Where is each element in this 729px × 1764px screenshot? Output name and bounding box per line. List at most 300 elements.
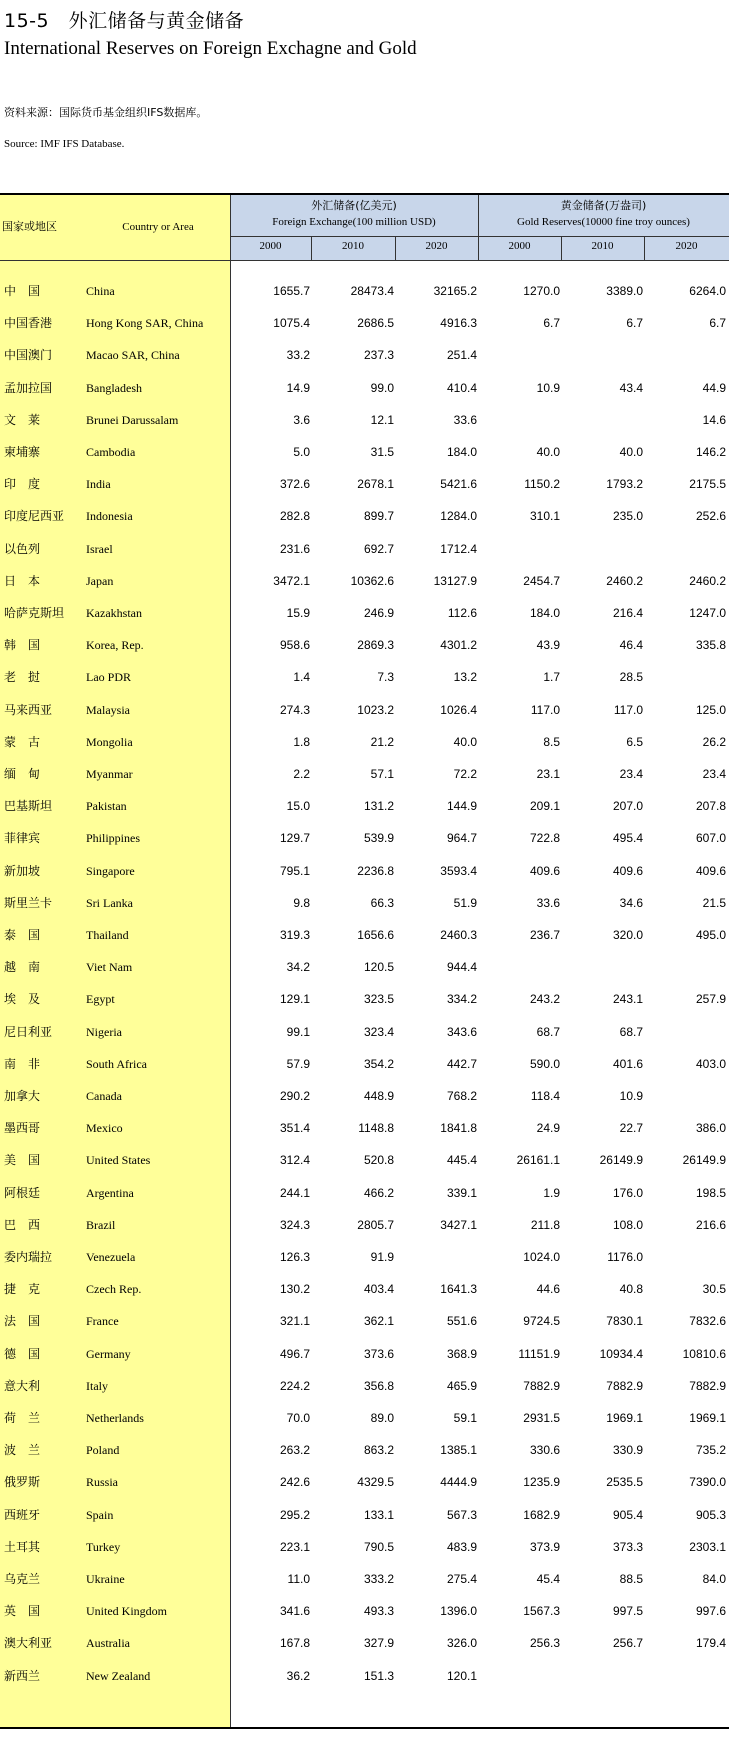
year-header: 2000 <box>259 240 282 252</box>
country-name-cn: 老 挝 <box>4 670 41 685</box>
value-fx-2010: 99.0 <box>370 380 394 395</box>
value-fx-2000: 263.2 <box>279 1443 310 1458</box>
country-name-cn: 巴基斯坦 <box>4 799 53 814</box>
value-gold-2000: 10.9 <box>536 380 560 395</box>
country-name-en: Czech Rep. <box>86 1282 142 1297</box>
value-gold-2010: 409.6 <box>612 863 643 878</box>
value-gold-2020: 216.6 <box>695 1217 726 1232</box>
value-gold-2010: 6.7 <box>626 316 643 331</box>
country-name-cn: 新加坡 <box>4 863 41 878</box>
value-gold-2020: 179.4 <box>695 1636 726 1651</box>
value-gold-2000: 11151.9 <box>518 1346 560 1361</box>
value-gold-2000: 330.6 <box>529 1443 560 1458</box>
value-gold-2000: 1.9 <box>543 1185 560 1200</box>
value-fx-2020: 1396.0 <box>440 1604 477 1619</box>
value-gold-2010: 6.5 <box>626 734 643 749</box>
value-gold-2020: 26.2 <box>702 734 726 749</box>
country-name-en: Venezuela <box>86 1250 136 1264</box>
value-gold-2010: 243.1 <box>612 992 643 1007</box>
value-fx-2020: 1026.4 <box>440 702 477 717</box>
country-name-cn: 澳大利亚 <box>4 1636 53 1651</box>
country-name-en: New Zealand <box>86 1668 151 1683</box>
table-row <box>0 1531 729 1563</box>
value-gold-2000: 44.6 <box>536 1282 560 1297</box>
value-gold-2010: 176.0 <box>612 1185 643 1200</box>
value-gold-2000: 43.9 <box>536 638 560 653</box>
country-name-en: Indonesia <box>86 509 133 524</box>
header-country-cn: 国家或地区 <box>2 220 57 233</box>
table-row <box>0 758 729 790</box>
header-country-en: Country or Area <box>122 221 194 233</box>
value-fx-2000: 9.8 <box>293 895 310 910</box>
value-fx-2000: 324.3 <box>279 1217 310 1232</box>
country-name-en: India <box>86 477 111 492</box>
value-fx-2020: 72.2 <box>453 767 477 781</box>
value-fx-2010: 246.9 <box>363 606 394 620</box>
value-fx-2020: 3593.4 <box>440 863 477 878</box>
value-gold-2000 <box>479 1660 560 1692</box>
table-row <box>0 1080 729 1112</box>
value-fx-2000: 231.6 <box>279 541 310 556</box>
value-gold-2020: 335.8 <box>695 638 726 653</box>
country-name-cn: 法 国 <box>4 1314 41 1329</box>
table-row <box>0 1595 729 1627</box>
value-fx-2010: 57.1 <box>370 767 394 781</box>
value-fx-2020: 275.4 <box>446 1572 477 1586</box>
country-name-en: Hong Kong SAR, China <box>86 316 204 331</box>
country-name-cn: 中 国 <box>4 284 41 298</box>
value-fx-2020: 465.9 <box>446 1378 477 1393</box>
value-fx-2000: 795.1 <box>279 863 310 878</box>
value-fx-2010: 31.5 <box>370 445 394 459</box>
country-name-cn: 韩 国 <box>4 638 41 653</box>
table-row <box>0 951 729 983</box>
table-row <box>0 1177 729 1209</box>
year-header: 2010 <box>342 240 364 252</box>
year-header: 2020 <box>425 240 448 252</box>
value-gold-2010: 1969.1 <box>606 1411 643 1425</box>
year-header: 2010 <box>591 240 614 252</box>
country-name-en: Poland <box>86 1443 120 1458</box>
page-title-en: International Reserves on Foreign Exchagne and Gold <box>4 38 417 59</box>
value-fx-2020: 112.6 <box>447 606 477 620</box>
value-fx-2020: 1284.0 <box>440 509 477 524</box>
table-row <box>0 919 729 951</box>
value-fx-2020: 1385.1 <box>440 1443 477 1458</box>
value-fx-2010: 1656.6 <box>357 928 394 942</box>
value-gold-2010: 235.0 <box>612 509 643 524</box>
value-gold-2000 <box>479 533 560 565</box>
country-name-en: Sri Lanka <box>86 895 133 910</box>
country-name-en: Malaysia <box>86 702 130 717</box>
table-row <box>0 1434 729 1466</box>
value-fx-2010: 520.8 <box>363 1153 394 1168</box>
value-gold-2020: 495.0 <box>695 928 726 942</box>
value-fx-2010: 373.6 <box>363 1346 394 1361</box>
value-fx-2000: 70.0 <box>286 1411 310 1425</box>
value-gold-2000: 590.0 <box>529 1056 560 1071</box>
value-gold-2010: 7882.9 <box>606 1378 643 1393</box>
value-gold-2000: 236.7 <box>529 928 560 942</box>
value-gold-2010: 373.3 <box>612 1539 643 1554</box>
country-name-cn: 荷 兰 <box>4 1411 41 1425</box>
value-gold-2020: 198.5 <box>695 1185 726 1200</box>
country-name-cn: 菲律宾 <box>4 831 41 846</box>
value-gold-2020: 905.3 <box>695 1507 726 1522</box>
value-fx-2010: 4329.5 <box>357 1475 394 1490</box>
value-fx-2020: 59.1 <box>453 1411 477 1425</box>
country-name-en: Germany <box>86 1346 131 1361</box>
value-fx-2010: 356.8 <box>363 1378 394 1393</box>
value-fx-2000: 341.6 <box>279 1604 310 1619</box>
table-row <box>0 1499 729 1531</box>
value-fx-2010: 327.9 <box>363 1636 394 1651</box>
value-fx-2000: 224.2 <box>279 1378 310 1393</box>
value-gold-2010: 10934.4 <box>599 1346 643 1361</box>
value-gold-2020: 30.5 <box>702 1282 726 1297</box>
country-name-cn: 埃 及 <box>4 992 41 1007</box>
value-fx-2000: 351.4 <box>279 1121 310 1136</box>
country-name-en: Argentina <box>86 1185 134 1200</box>
value-gold-2010 <box>562 404 643 436</box>
country-name-cn: 巴 西 <box>4 1217 41 1232</box>
value-fx-2000: 3472.1 <box>273 573 310 588</box>
value-fx-2020: 4444.9 <box>440 1475 477 1490</box>
value-gold-2010: 26149.9 <box>599 1153 643 1168</box>
value-gold-2010: 207.0 <box>612 799 643 814</box>
country-name-en: United Kingdom <box>86 1604 167 1619</box>
value-gold-2010: 34.6 <box>619 895 643 910</box>
country-name-en: United States <box>86 1153 151 1168</box>
table-row <box>0 855 729 887</box>
country-name-cn: 阿根廷 <box>4 1185 41 1200</box>
value-fx-2010: 7.3 <box>377 670 394 685</box>
country-name-en: Bangladesh <box>86 380 142 395</box>
country-name-cn: 哈萨克斯坦 <box>4 606 65 620</box>
page-title-cn: 15-5 外汇储备与黄金储备 <box>4 10 245 32</box>
value-fx-2010: 2678.1 <box>357 477 394 492</box>
value-gold-2020: 6.7 <box>709 316 726 331</box>
value-fx-2010: 403.4 <box>363 1282 394 1297</box>
value-gold-2010: 1176.0 <box>607 1250 643 1264</box>
value-gold-2000: 26161.1 <box>516 1153 560 1168</box>
country-name-cn: 中国澳门 <box>4 348 53 363</box>
value-fx-2000: 1.4 <box>293 670 310 685</box>
table-row <box>0 1563 729 1595</box>
value-gold-2010 <box>562 339 643 371</box>
value-fx-2020: 964.7 <box>446 831 477 846</box>
table-row <box>0 1273 729 1305</box>
header-gold-cn: 黄金储备(万盎司) <box>560 199 647 212</box>
value-fx-2000: 15.9 <box>286 606 310 620</box>
value-gold-2010: 401.6 <box>612 1056 643 1071</box>
country-name-cn: 波 兰 <box>4 1443 41 1458</box>
value-gold-2000: 1235.9 <box>523 1475 560 1490</box>
value-fx-2020: 410.4 <box>446 380 477 395</box>
value-fx-2010: 120.5 <box>363 960 394 975</box>
header-fx-cn: 外汇储备(亿美元) <box>311 199 397 212</box>
value-fx-2000: 1075.4 <box>273 316 310 331</box>
value-fx-2000: 958.6 <box>279 638 310 653</box>
value-gold-2020 <box>645 951 726 983</box>
country-name-en: Mongolia <box>86 734 133 749</box>
value-fx-2000: 57.9 <box>286 1056 310 1071</box>
country-name-cn: 西班牙 <box>4 1507 41 1522</box>
header-gold-en: Gold Reserves(10000 fine troy ounces) <box>517 216 690 228</box>
country-name-cn: 文 莱 <box>4 412 41 427</box>
value-gold-2000: 256.3 <box>529 1636 560 1651</box>
value-fx-2020: 442.7 <box>446 1056 477 1071</box>
country-name-en: Korea, Rep. <box>86 638 144 653</box>
value-gold-2020: 2175.5 <box>689 477 726 492</box>
value-fx-2000: 1655.7 <box>273 284 310 298</box>
value-gold-2000: 40.0 <box>536 445 560 459</box>
country-name-en: Viet Nam <box>86 960 133 975</box>
value-gold-2000: 118.4 <box>530 1089 560 1103</box>
table-row <box>0 1660 729 1692</box>
value-gold-2020: 1247.0 <box>689 606 726 620</box>
value-fx-2010: 28473.4 <box>350 284 394 298</box>
value-gold-2000: 1567.3 <box>523 1604 560 1619</box>
country-name-cn: 缅 甸 <box>4 767 41 781</box>
value-gold-2000: 68.7 <box>536 1024 560 1039</box>
value-fx-2000: 319.3 <box>279 928 310 942</box>
country-name-cn: 以色列 <box>4 541 41 556</box>
table-row <box>0 1305 729 1337</box>
table-row <box>0 468 729 500</box>
table-row <box>0 565 729 597</box>
value-gold-2010: 108.0 <box>612 1217 643 1232</box>
value-gold-2000: 184.0 <box>529 606 560 620</box>
country-name-cn: 柬埔寨 <box>4 445 41 459</box>
value-fx-2020: 4916.3 <box>440 316 477 331</box>
table-row <box>0 1402 729 1434</box>
value-gold-2020: 146.2 <box>695 445 726 459</box>
value-gold-2020: 23.4 <box>702 767 726 781</box>
value-gold-2000: 1150.2 <box>524 477 560 492</box>
value-fx-2010: 323.4 <box>363 1024 394 1039</box>
country-name-en: Myanmar <box>86 767 133 781</box>
country-name-en: Kazakhstan <box>86 606 142 620</box>
value-gold-2020: 2303.1 <box>689 1539 726 1554</box>
country-name-en: Canada <box>86 1089 122 1103</box>
value-gold-2020: 125.0 <box>695 702 726 717</box>
table-row <box>0 629 729 661</box>
country-name-en: Turkey <box>86 1539 121 1554</box>
country-name-en: Singapore <box>86 863 135 878</box>
value-gold-2020: 735.2 <box>695 1443 726 1458</box>
value-fx-2010: 354.2 <box>363 1056 394 1071</box>
country-name-en: South Africa <box>86 1056 147 1071</box>
value-gold-2000: 2931.5 <box>523 1411 560 1425</box>
value-fx-2010: 790.5 <box>363 1539 394 1554</box>
value-gold-2010: 46.4 <box>619 638 643 653</box>
value-fx-2020: 551.6 <box>446 1314 477 1329</box>
value-gold-2010: 905.4 <box>612 1507 643 1522</box>
value-gold-2010: 216.4 <box>612 606 643 620</box>
country-name-cn: 越 南 <box>4 960 41 975</box>
source-note-en: Source: IMF IFS Database. <box>4 138 125 150</box>
value-gold-2000: 409.6 <box>529 863 560 878</box>
value-gold-2000 <box>479 404 560 436</box>
value-fx-2000: 223.1 <box>279 1539 310 1554</box>
value-gold-2000 <box>479 339 560 371</box>
value-fx-2010: 2869.3 <box>357 638 394 653</box>
value-gold-2000: 2454.7 <box>523 573 560 588</box>
value-fx-2000: 129.7 <box>279 831 310 846</box>
table-row <box>0 726 729 758</box>
value-fx-2010: 493.3 <box>363 1604 394 1619</box>
value-fx-2020: 40.0 <box>453 734 477 749</box>
value-gold-2010: 68.7 <box>619 1024 643 1039</box>
table-row <box>0 1370 729 1402</box>
value-gold-2010: 3389.0 <box>606 284 643 298</box>
value-gold-2000: 9724.5 <box>523 1314 560 1329</box>
value-gold-2020: 1969.1 <box>689 1411 726 1425</box>
value-fx-2020: 1712.4 <box>440 541 477 556</box>
value-gold-2020: 386.0 <box>695 1121 726 1136</box>
value-gold-2010: 2535.5 <box>606 1475 643 1490</box>
table-row <box>0 1627 729 1659</box>
value-fx-2010: 899.7 <box>363 509 394 524</box>
value-fx-2020: 368.9 <box>446 1346 477 1361</box>
value-gold-2020: 10810.6 <box>682 1346 726 1361</box>
value-fx-2010: 466.2 <box>363 1185 394 1200</box>
value-fx-2000: 274.3 <box>279 702 310 717</box>
value-fx-2010: 91.9 <box>370 1250 394 1264</box>
value-fx-2010: 10362.6 <box>350 573 394 588</box>
country-name-cn: 印 度 <box>4 477 41 492</box>
value-gold-2020: 409.6 <box>695 863 726 878</box>
value-gold-2010: 320.0 <box>612 928 643 942</box>
value-fx-2010: 692.7 <box>363 541 394 556</box>
country-name-en: Thailand <box>86 928 129 942</box>
value-gold-2010: 40.8 <box>619 1282 643 1297</box>
value-fx-2020: 3427.1 <box>440 1217 477 1232</box>
value-gold-2020: 84.0 <box>702 1572 726 1586</box>
value-fx-2000: 11.0 <box>287 1572 310 1586</box>
value-fx-2020: 5421.6 <box>440 477 477 492</box>
value-fx-2000: 321.1 <box>279 1314 310 1329</box>
table-row <box>0 436 729 468</box>
value-gold-2000: 6.7 <box>543 316 560 331</box>
country-name-cn: 泰 国 <box>4 928 41 942</box>
country-name-cn: 捷 克 <box>4 1282 41 1297</box>
value-gold-2010 <box>562 533 643 565</box>
country-name-cn: 意大利 <box>4 1378 41 1393</box>
value-fx-2020: 343.6 <box>446 1024 477 1039</box>
value-gold-2000: 243.2 <box>529 992 560 1007</box>
value-gold-2010: 28.5 <box>619 670 643 685</box>
country-name-cn: 印度尼西亚 <box>4 509 65 524</box>
country-name-en: Philippines <box>86 831 141 846</box>
country-name-cn: 南 非 <box>4 1056 41 1071</box>
value-fx-2010: 1148.8 <box>358 1121 394 1136</box>
value-fx-2000: 167.8 <box>279 1636 310 1651</box>
value-fx-2010: 133.1 <box>363 1507 394 1522</box>
value-fx-2000: 36.2 <box>286 1668 310 1683</box>
value-gold-2020: 403.0 <box>695 1056 726 1071</box>
table-row <box>0 661 729 693</box>
value-fx-2000: 15.0 <box>286 799 310 814</box>
value-gold-2020: 997.6 <box>695 1604 726 1619</box>
table-bottom-rule <box>0 1727 729 1729</box>
header-divider <box>230 236 729 237</box>
value-gold-2010: 10.9 <box>619 1089 643 1103</box>
value-fx-2020: 326.0 <box>446 1636 477 1651</box>
value-fx-2000: 33.2 <box>286 348 310 363</box>
value-fx-2010: 362.1 <box>363 1314 394 1329</box>
value-gold-2010: 7830.1 <box>606 1314 643 1329</box>
value-gold-2010: 40.0 <box>619 445 643 459</box>
value-fx-2020: 144.9 <box>446 799 477 814</box>
country-name-cn: 乌克兰 <box>4 1572 41 1586</box>
value-fx-2010: 21.2 <box>370 734 394 749</box>
value-gold-2000: 373.9 <box>529 1539 560 1554</box>
country-name-en: France <box>86 1314 119 1329</box>
value-fx-2000: 34.2 <box>286 960 310 975</box>
country-name-en: Brunei Darussalam <box>86 412 179 427</box>
header-fx-en: Foreign Exchange(100 million USD) <box>272 216 436 228</box>
value-gold-2000: 7882.9 <box>523 1378 560 1393</box>
value-fx-2010: 863.2 <box>363 1443 394 1458</box>
value-fx-2000: 5.0 <box>293 445 310 459</box>
value-fx-2000: 295.2 <box>279 1507 310 1522</box>
table-row <box>0 694 729 726</box>
value-fx-2020: 32165.2 <box>433 284 477 298</box>
value-gold-2000: 722.8 <box>529 831 560 846</box>
country-name-cn: 德 国 <box>4 1346 41 1361</box>
value-gold-2020 <box>645 339 726 371</box>
value-fx-2000: 244.1 <box>279 1185 310 1200</box>
value-fx-2000: 312.4 <box>279 1153 310 1168</box>
value-gold-2010: 2460.2 <box>606 573 643 588</box>
value-gold-2020 <box>645 533 726 565</box>
country-name-cn: 英 国 <box>4 1604 41 1619</box>
value-fx-2010: 2686.5 <box>357 316 394 331</box>
value-fx-2020: 51.9 <box>453 895 477 910</box>
country-name-cn: 马来西亚 <box>4 702 53 717</box>
value-gold-2000: 310.1 <box>529 509 560 524</box>
table-row <box>0 790 729 822</box>
table-row <box>0 500 729 532</box>
value-gold-2000: 45.4 <box>536 1572 560 1586</box>
value-gold-2010: 256.7 <box>612 1636 643 1651</box>
value-fx-2020: 944.4 <box>446 960 477 975</box>
value-fx-2010: 12.1 <box>370 412 394 427</box>
country-name-cn: 孟加拉国 <box>4 380 53 395</box>
table-row <box>0 275 729 307</box>
country-name-en: Lao PDR <box>86 670 131 685</box>
value-gold-2020: 21.5 <box>702 895 726 910</box>
country-name-en: Cambodia <box>86 445 136 459</box>
country-name-en: Mexico <box>86 1121 123 1136</box>
table-row <box>0 1048 729 1080</box>
value-gold-2020 <box>645 1660 726 1692</box>
value-fx-2000: 282.8 <box>279 509 310 524</box>
value-fx-2010: 539.9 <box>363 831 394 846</box>
value-gold-2020: 44.9 <box>702 380 726 395</box>
value-fx-2000: 2.2 <box>293 767 310 781</box>
value-gold-2000: 1024.0 <box>523 1250 560 1264</box>
country-name-en: Russia <box>86 1475 119 1490</box>
value-gold-2000: 211.8 <box>530 1217 560 1232</box>
value-gold-2020: 7832.6 <box>689 1314 726 1329</box>
value-fx-2020: 1841.8 <box>440 1121 477 1136</box>
value-fx-2020: 4301.2 <box>440 638 477 653</box>
country-name-cn: 美 国 <box>4 1153 41 1168</box>
value-fx-2000: 1.8 <box>293 734 310 749</box>
